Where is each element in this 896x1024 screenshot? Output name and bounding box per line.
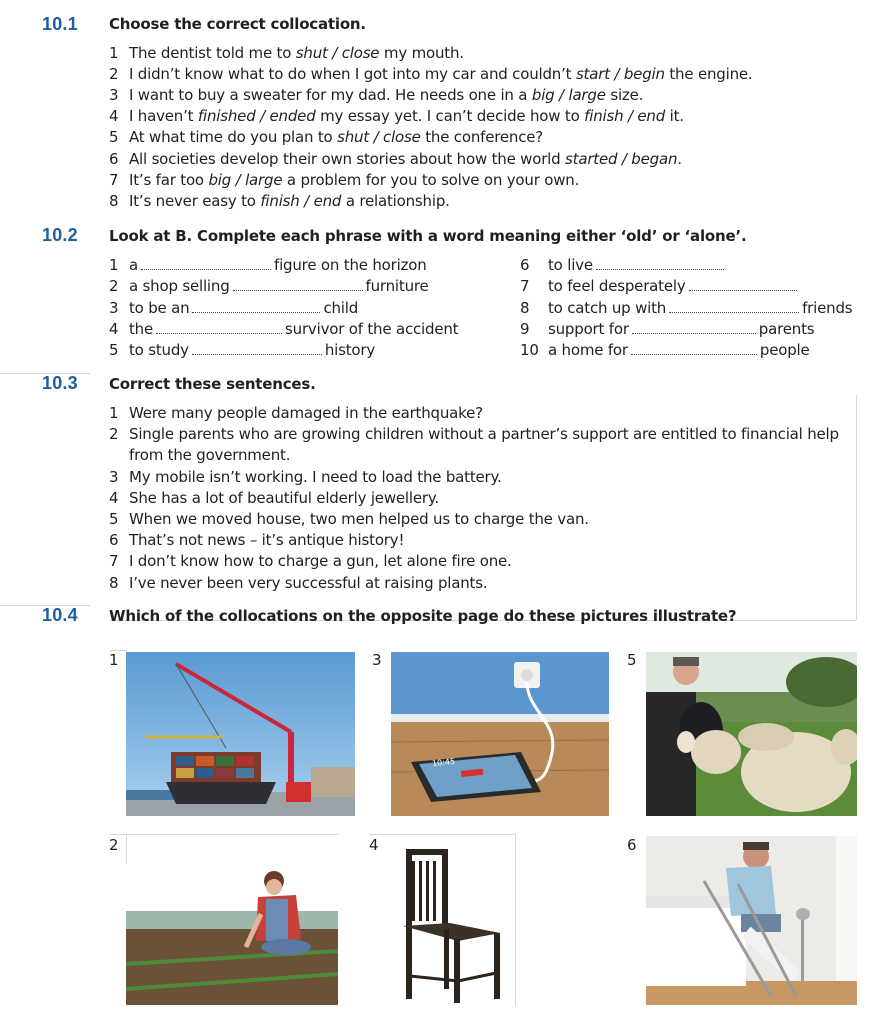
sentence-text: Were many people damaged in the earthquake? <box>129 404 483 422</box>
collocation-choice[interactable]: shut / close <box>295 44 380 62</box>
sentence-text: I don’t know how to charge a gun, let alone fire one. <box>129 552 512 571</box>
phrase-start: to study <box>129 341 189 360</box>
frame-line <box>126 834 127 864</box>
exercise-item <box>109 149 682 170</box>
sentence-item <box>109 403 483 424</box>
item-number: 4 <box>109 107 119 126</box>
divider <box>856 395 857 620</box>
item-text: The dentist told me to <box>129 44 296 62</box>
answer-blank[interactable] <box>631 344 757 355</box>
answer-blank[interactable] <box>669 302 799 313</box>
item-number: 8 <box>109 573 119 592</box>
item-number: 6 <box>520 256 530 274</box>
phrase-start: a shop selling <box>129 277 230 296</box>
item-text: At what time do you plan to <box>129 128 338 147</box>
sentence-text: That’s not news – it’s antique history! <box>129 531 405 550</box>
section-title: Choose the correct collocation. <box>109 15 366 33</box>
picture-man-with-crutches <box>646 836 857 1005</box>
item-number: 2 <box>109 65 119 84</box>
phrase-item <box>109 298 358 319</box>
answer-blank[interactable] <box>233 280 363 291</box>
phrase-start: to live <box>548 256 593 274</box>
phrase-item <box>109 255 427 276</box>
collocation-choice[interactable]: shut / close <box>337 128 421 147</box>
item-text: size. <box>605 86 644 105</box>
item-number: 7 <box>109 170 119 189</box>
phrase-end: figure on the horizon <box>274 256 427 274</box>
collocation-choice[interactable]: finish / end <box>260 191 342 210</box>
section-number: 10.1 <box>42 14 78 34</box>
picture-woman-planting <box>126 869 338 1005</box>
picture-label: 6 <box>627 836 637 854</box>
picture-label: 1 <box>109 651 119 669</box>
sentence-text: When we moved house, two men helped us to charge the van. <box>129 510 589 528</box>
collocation-choice[interactable]: start / begin <box>575 65 665 84</box>
item-text: I want to buy a sweater for my dad. He needs one in a <box>129 86 532 105</box>
phrase-item <box>109 276 429 297</box>
phrase-end: furniture <box>365 277 429 296</box>
picture-old-chair <box>388 841 514 1005</box>
exercise-item <box>109 127 543 148</box>
phrase-end: friends <box>802 298 853 317</box>
collocation-choice[interactable]: finish / end <box>584 107 666 126</box>
item-number: 5 <box>109 341 119 360</box>
section-title: Which of the collocations on the opposite page do these pictures illustrate? <box>109 607 737 625</box>
exercise-item <box>109 85 643 106</box>
collocation-choice[interactable]: started / began <box>565 149 678 168</box>
item-number: 6 <box>109 149 119 168</box>
item-number: 3 <box>109 298 119 317</box>
item-text: All societies develop their own stories about how the world <box>129 149 566 168</box>
phrase-item <box>520 340 810 361</box>
item-text: the conference? <box>420 128 544 147</box>
exercise-item <box>109 43 464 64</box>
item-number: 5 <box>109 510 119 528</box>
section-number: 10.3 <box>42 373 78 393</box>
frame-line <box>109 834 339 835</box>
answer-blank[interactable] <box>689 280 797 291</box>
phrase-start: support for <box>548 319 629 338</box>
phrase-start: a home for <box>548 341 628 360</box>
item-number: 10 <box>520 341 539 360</box>
picture-man-with-sheep <box>646 652 857 816</box>
item-text: . <box>677 149 682 168</box>
frame-line <box>109 650 127 651</box>
picture-label: 5 <box>627 651 637 669</box>
item-number: 8 <box>520 298 530 317</box>
answer-blank[interactable] <box>141 259 271 270</box>
sentence-text: She has a lot of beautiful elderly jewellery. <box>129 488 439 507</box>
item-number: 1 <box>109 44 119 62</box>
phrase-item <box>520 319 814 340</box>
item-number: 7 <box>520 277 530 296</box>
sentence-item <box>109 573 487 594</box>
item-text: my mouth. <box>379 44 464 62</box>
item-text: It’s far too <box>129 170 209 189</box>
phrase-start: to feel desperately <box>548 277 686 296</box>
item-number: 8 <box>109 191 119 210</box>
frame-line <box>515 834 516 1006</box>
sentence-item <box>109 530 404 551</box>
answer-blank[interactable] <box>596 259 724 270</box>
picture-label: 2 <box>109 836 119 854</box>
item-number: 5 <box>109 128 119 147</box>
item-text: a relationship. <box>341 191 450 210</box>
phrase-item <box>520 276 800 297</box>
sentence-item <box>109 488 439 509</box>
item-number: 2 <box>109 425 119 444</box>
item-number: 6 <box>109 531 119 550</box>
item-number: 2 <box>109 277 119 296</box>
exercise-item <box>109 106 684 127</box>
item-number: 7 <box>109 552 119 571</box>
sentence-item <box>109 424 839 445</box>
item-text: a problem for you to solve on your own. <box>282 170 580 189</box>
collocation-choice[interactable]: big / large <box>531 86 606 105</box>
item-number: 1 <box>109 256 119 274</box>
phrase-start: the <box>129 319 154 338</box>
frame-line <box>369 834 516 835</box>
exercise-item <box>109 64 753 85</box>
phrase-item <box>520 255 727 276</box>
collocation-choice[interactable]: big / large <box>208 170 283 189</box>
item-text: my essay yet. I can’t decide how to <box>315 107 585 126</box>
item-number: 4 <box>109 488 119 507</box>
sentence-item <box>109 445 290 466</box>
picture-phone-charging <box>391 652 609 816</box>
phrase-start: to catch up with <box>548 298 667 317</box>
phrase-start: to be an <box>129 298 190 317</box>
sentence-item <box>109 467 502 488</box>
section-title: Look at B. Complete each phrase with a word meaning either ‘old’ or ‘alone’. <box>109 227 747 245</box>
section-number: 10.2 <box>42 225 78 245</box>
sentence-item <box>109 509 589 530</box>
sentence-text: from the government. <box>129 446 291 465</box>
item-text: it. <box>665 107 684 126</box>
item-text: It’s never easy to <box>129 191 261 210</box>
answer-blank[interactable] <box>156 323 282 334</box>
item-number: 3 <box>109 467 119 486</box>
item-number: 4 <box>109 319 119 338</box>
phrase-end: parents <box>758 319 815 338</box>
exercise-item <box>109 191 450 212</box>
item-number: 3 <box>109 86 119 105</box>
collocation-choice[interactable]: finished / ended <box>197 107 316 126</box>
sentence-text: My mobile isn’t working. I need to load the battery. <box>129 467 502 486</box>
phrase-end: history <box>324 341 376 360</box>
picture-label: 4 <box>369 836 379 854</box>
phrase-item <box>109 340 375 361</box>
phrase-end: survivor of the accident <box>285 319 459 338</box>
phrase-item <box>520 298 852 319</box>
exercise-item <box>109 170 579 191</box>
answer-blank[interactable] <box>192 302 320 313</box>
item-text: I didn’t know what to do when I got into my car and couldn’t <box>129 65 576 84</box>
section-title: Correct these sentences. <box>109 375 316 393</box>
item-text: I haven’t <box>129 107 198 126</box>
sentence-text: I’ve never been very successful at raising plants. <box>129 573 488 592</box>
phone-screen-time: 10:45 <box>431 756 456 769</box>
phrase-end: child <box>323 298 359 317</box>
picture-cargo-ship <box>126 652 355 816</box>
answer-blank[interactable] <box>632 323 756 334</box>
phrase-end: people <box>759 341 810 360</box>
sentence-item <box>109 551 512 572</box>
item-text: the engine. <box>664 65 753 84</box>
picture-label: 3 <box>372 651 382 669</box>
section-number: 10.4 <box>42 605 78 625</box>
answer-blank[interactable] <box>192 344 322 355</box>
sentence-text: Single parents who are growing children without a partner’s support are entitled to financial help <box>129 425 839 444</box>
item-number: 1 <box>109 404 119 422</box>
phrase-item <box>109 319 458 340</box>
item-number: 9 <box>520 319 530 338</box>
phrase-start: a <box>129 256 138 274</box>
